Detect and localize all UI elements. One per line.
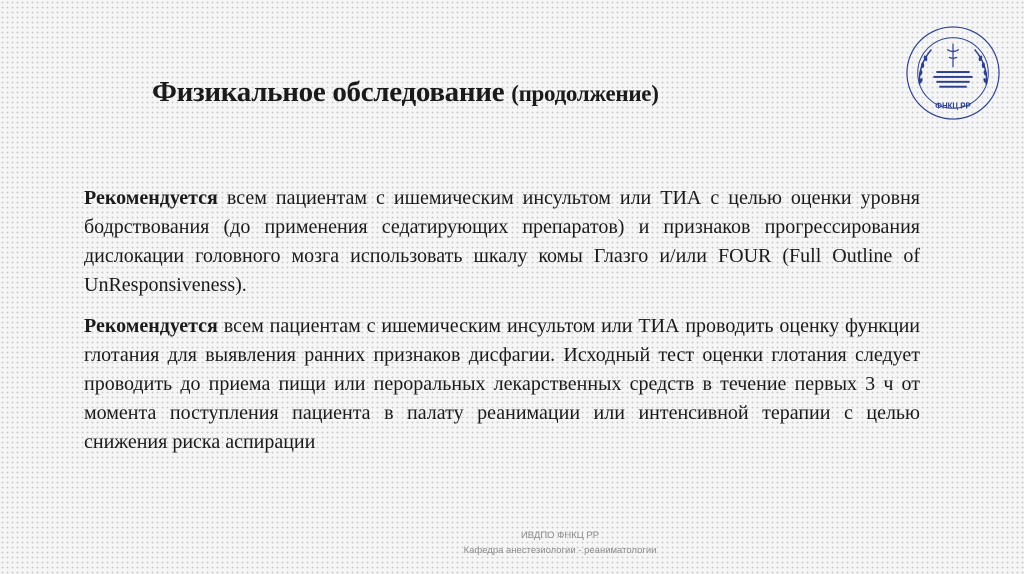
slide-body bbox=[84, 184, 920, 469]
title-main: Физикальное обследование bbox=[152, 76, 505, 108]
paragraph-glasgow bbox=[84, 184, 920, 300]
title-subtitle: (продолжение) bbox=[511, 81, 659, 106]
paragraph-text: всем пациентам с ишемическим инсультом или ТИА с целью оценки уровня бодрствования (до применения седатирующих препаратов) и признаков прогрессирования дислокации головного мозга использовать шкалу комы Глазго и/или FOUR (Full Outline of UnResponsiveness). bbox=[84, 187, 920, 296]
fnkc-logo-icon bbox=[904, 24, 1002, 122]
paragraph-lead: Рекомендуется bbox=[84, 187, 218, 209]
footer-org: ИВДПО ФНКЦ РР bbox=[520, 530, 600, 541]
footer-department: Кафедра анестезиологии - реаниматологии bbox=[463, 545, 657, 556]
paragraph-text: всем пациентам с ишемическим инсультом или ТИА проводить оценку функции глотания для выявления ранних признаков дисфагии. Исходный тест оценки глотания следует проводить до приема пищи или пероральных лекарственных средств в течение первых 3 ч от момента поступления пациента в палату реанимации или интенсивной терапии с целью снижения риска аспирации bbox=[84, 315, 920, 453]
logo-text: ФНКЦ РР bbox=[935, 101, 971, 111]
paragraph-swallowing bbox=[84, 312, 920, 457]
slide-footer bbox=[440, 528, 680, 558]
paragraph-lead: Рекомендуется bbox=[84, 315, 218, 337]
slide-title bbox=[152, 76, 872, 109]
